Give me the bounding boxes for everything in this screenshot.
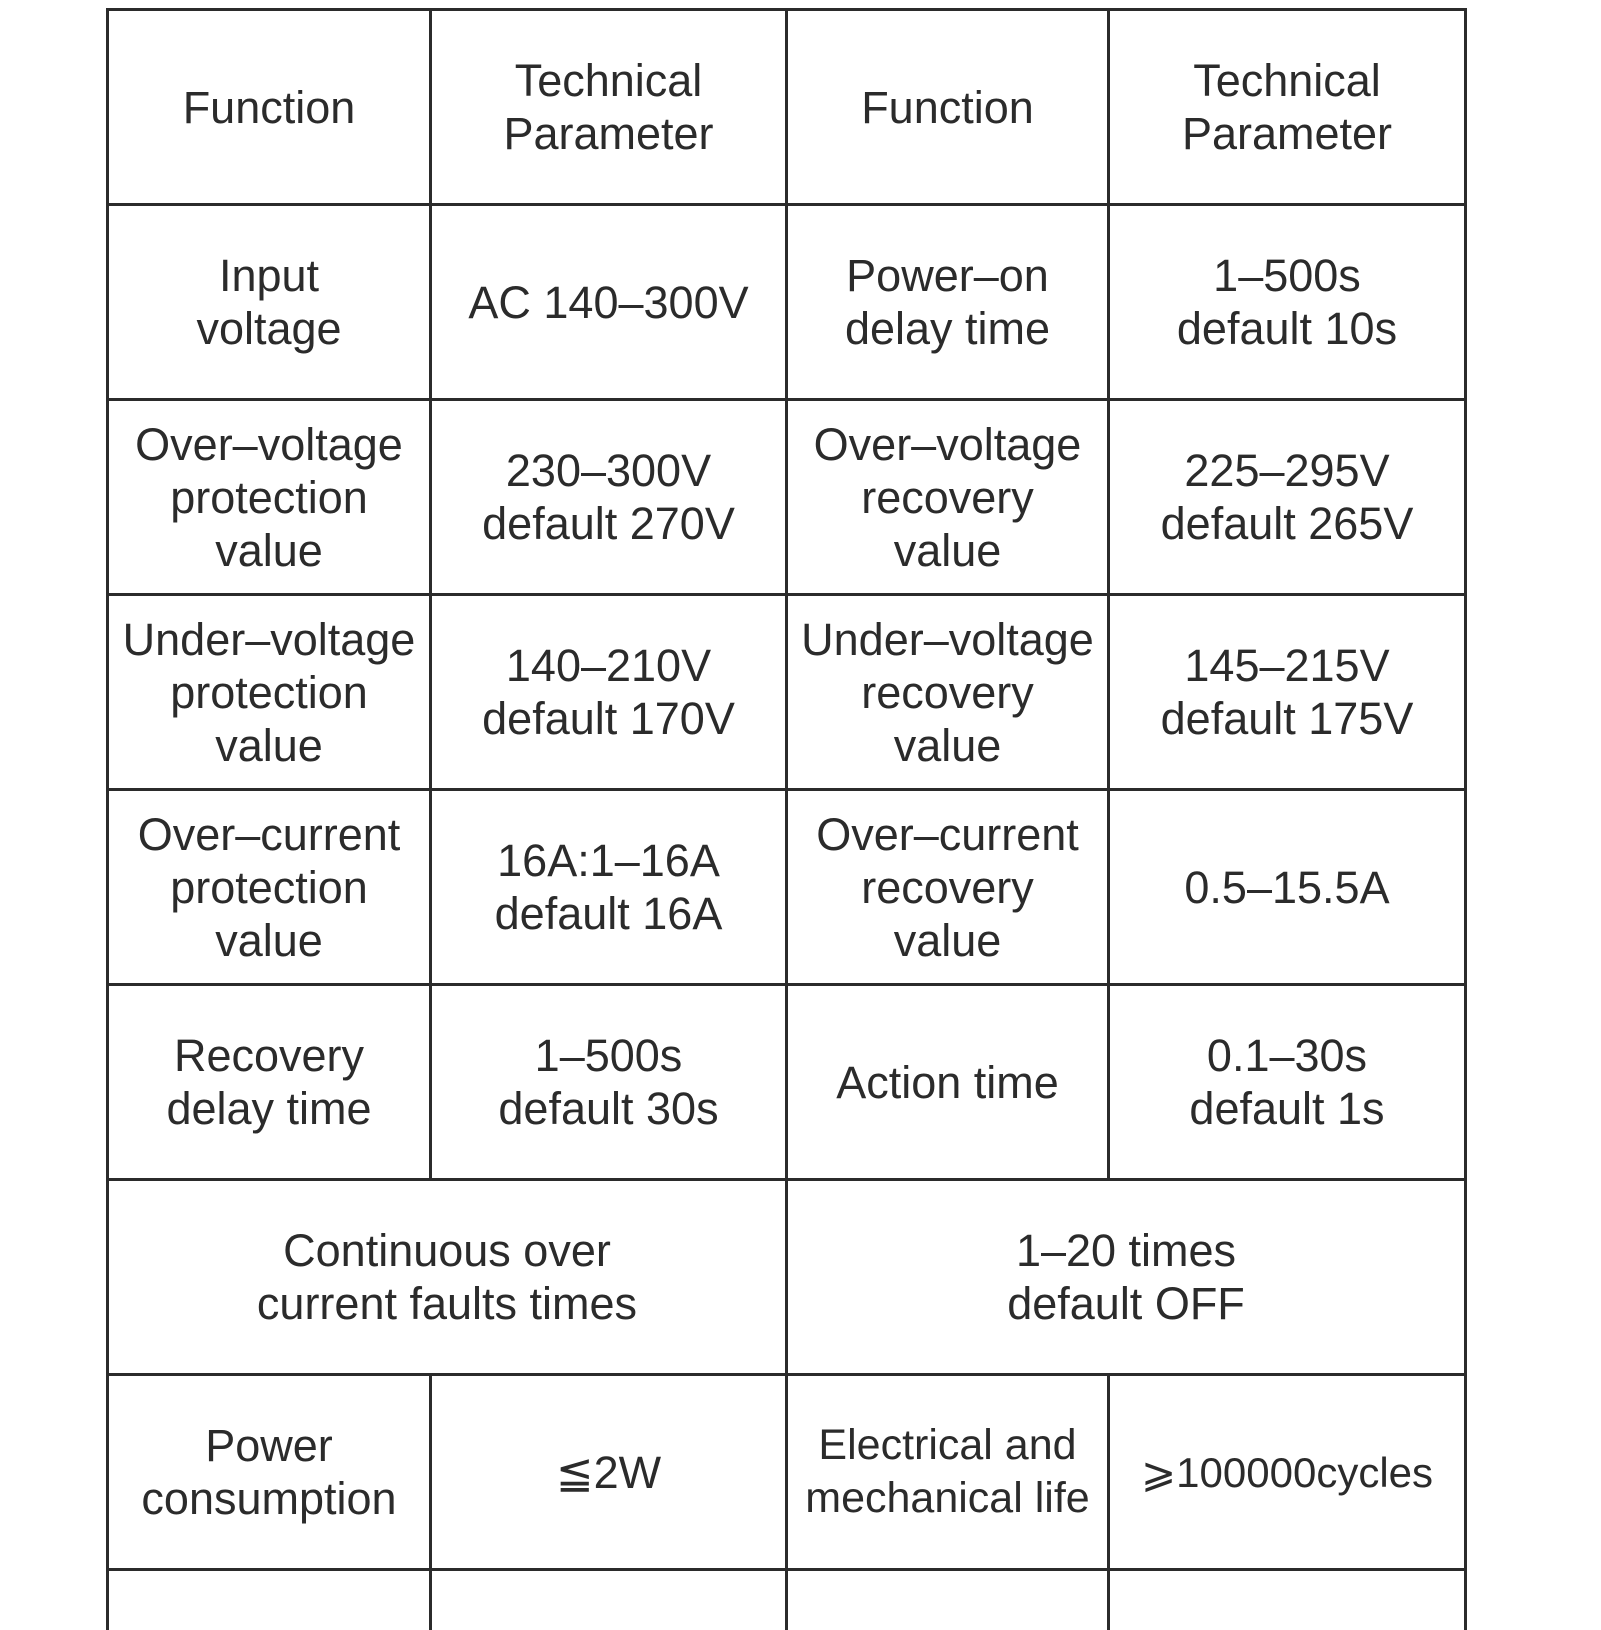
table-row-cut-off: [108, 1570, 1466, 1630]
empty-cell: [108, 1570, 431, 1630]
function-cell: Recovery delay time: [108, 985, 431, 1180]
parameter-cell: 0.1–30s default 1s: [1109, 985, 1466, 1180]
function-cell: Electrical and mechanical life: [787, 1375, 1109, 1570]
table-row: [108, 595, 1466, 790]
function-cell: Over–current recovery value: [787, 790, 1109, 985]
merged-row: [108, 1180, 1466, 1375]
parameter-cell: 0.5–15.5A: [1109, 790, 1466, 985]
parameter-cell: 140–210V default 170V: [431, 595, 787, 790]
function-cell: Under–voltage recovery value: [787, 595, 1109, 790]
header-function-right: Function: [787, 10, 1109, 205]
parameter-cell: 145–215V default 175V: [1109, 595, 1466, 790]
parameter-cell: 225–295V default 265V: [1109, 400, 1466, 595]
parameter-cell: 1–500s default 10s: [1109, 205, 1466, 400]
function-cell: Under–voltage protection value: [108, 595, 431, 790]
empty-cell: [431, 1570, 787, 1630]
header-function-left: Function: [108, 10, 431, 205]
header-parameter-left: Technical Parameter: [431, 10, 787, 205]
function-cell: Power–on delay time: [787, 205, 1109, 400]
empty-cell: [1109, 1570, 1466, 1630]
parameter-cell: ≦2W: [431, 1375, 787, 1570]
function-cell: Over–voltage protection value: [108, 400, 431, 595]
table-row: [108, 790, 1466, 985]
parameter-cell: 1–20 times default OFF: [787, 1180, 1466, 1375]
parameter-cell: 16A:1–16A default 16A: [431, 790, 787, 985]
table-row: [108, 205, 1466, 400]
spec-table: [106, 8, 1467, 1630]
function-cell: Input voltage: [108, 205, 431, 400]
table-row: [108, 400, 1466, 595]
function-cell: Over–voltage recovery value: [787, 400, 1109, 595]
parameter-cell: 230–300V default 270V: [431, 400, 787, 595]
parameter-cell: ⩾100000cycles: [1109, 1375, 1466, 1570]
header-parameter-right: Technical Parameter: [1109, 10, 1466, 205]
function-cell: Over–current protection value: [108, 790, 431, 985]
function-cell: Continuous over current faults times: [108, 1180, 787, 1375]
parameter-cell: AC 140–300V: [431, 205, 787, 400]
table-row: [108, 985, 1466, 1180]
parameter-cell: 1–500s default 30s: [431, 985, 787, 1180]
table-row: [108, 1375, 1466, 1570]
header-row: [108, 10, 1466, 205]
function-cell: Action time: [787, 985, 1109, 1180]
empty-cell: [787, 1570, 1109, 1630]
function-cell: Power consumption: [108, 1375, 431, 1570]
